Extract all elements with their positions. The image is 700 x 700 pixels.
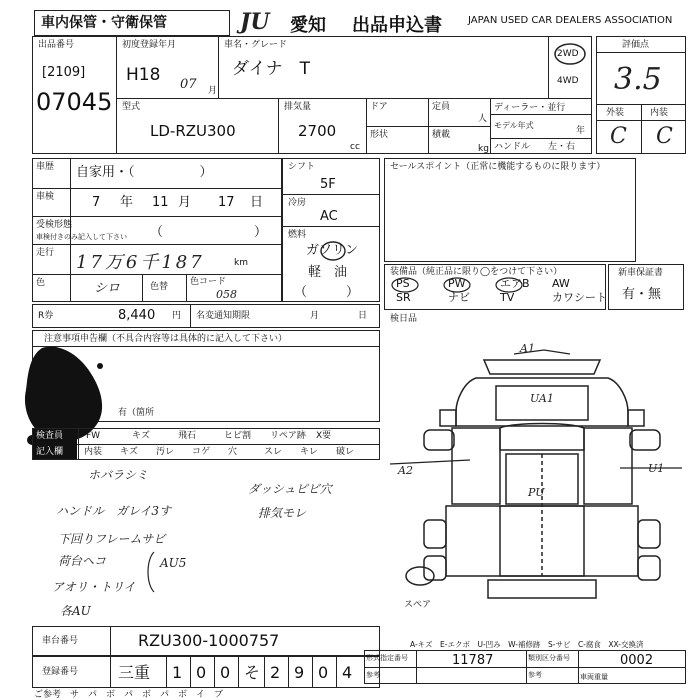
equipment-item: ナビ [448, 291, 470, 304]
equipment-circle-ps [390, 277, 420, 293]
aichi-text: 愛知 [290, 15, 326, 36]
equipment-item: カワシート [552, 291, 607, 304]
load-label: 積載 [432, 130, 451, 140]
plate-divider [336, 656, 337, 688]
fuel-alt: 軽 油 [308, 265, 348, 280]
displacement-label: 排気量 [284, 102, 312, 112]
type-no-ref: 参考 [366, 671, 380, 679]
equipment-circle-airbag [494, 277, 524, 293]
plate-cell: 1 [172, 663, 183, 682]
reg-year-label: 初度登録年月 [122, 40, 177, 50]
hand-note-2: ハンドル ガレイ3す [56, 504, 172, 518]
hand-note-6: 各AU [60, 604, 91, 618]
aircon-label: 冷房 [288, 198, 307, 208]
storage-text: 車内保管・守衛保管 [41, 15, 167, 31]
inspector-row-2-item: 穴 [228, 447, 238, 457]
mark-ua1: UA1 [530, 392, 554, 405]
equipment-item: エアB [500, 277, 530, 290]
car-name-label: 車名・グレード [224, 40, 288, 50]
equipment-circle-pw [442, 277, 472, 293]
association-name: JAPAN USED CAR DEALERS ASSOCIATION [468, 15, 673, 26]
inspector-row-label-1: 検査員 [36, 431, 64, 441]
hand-note-1: ホバラシミ [88, 468, 149, 482]
truck-diagram [384, 330, 684, 620]
hand-note-5: アオリ・トリイ [52, 580, 136, 594]
plate-divider [166, 656, 167, 688]
plate-cell: 2 [270, 663, 281, 682]
category-ref: 参考 [528, 671, 542, 679]
deadline-month-unit: 月 [310, 311, 320, 321]
inspector-row-1-item: X要 [316, 431, 332, 441]
form-title: 出品申込書 [352, 15, 442, 36]
inspection-label: 車検 [36, 192, 55, 202]
bottom-row: ご参考 サ パ ボ パ ボ パ ボ イ ブ [34, 690, 224, 700]
equipment-item: TV [500, 291, 515, 304]
plate-divider [312, 656, 313, 688]
inspector-row-1-item: FW [86, 431, 101, 441]
interior-grade: C [656, 124, 673, 149]
type-no-label: 形式指定番号 [366, 654, 408, 662]
accept-type-note: 車検付きのみ記入して下さい [36, 233, 127, 241]
inspector-row-1-item: キズ [132, 431, 150, 441]
history-label: 車歴 [36, 162, 55, 172]
hand-note-7: AU5 [160, 556, 187, 570]
category-value: 0002 [620, 653, 654, 668]
color-value: シロ [94, 281, 121, 296]
hand-note-8: ダッシュピビ穴 [248, 482, 332, 496]
plate-divider [190, 656, 191, 688]
mark-u1: U1 [648, 462, 665, 475]
sales-points-label: セールスポイント（正常に機能するものに限ります） [390, 162, 606, 172]
reg-month-unit: 月 [208, 86, 218, 96]
plate-divider [264, 656, 265, 688]
mileage-label: 走行 [36, 248, 55, 258]
equipment-item: SR [396, 291, 411, 304]
displacement-unit: cc [350, 142, 360, 152]
hand-bracket [140, 550, 160, 594]
plate-divider [214, 656, 215, 688]
inspector-row-2-item: 汚レ [156, 447, 175, 457]
evaluation-label: 評価点 [622, 40, 650, 50]
sales-points-box [384, 158, 636, 262]
damage-legend: A-キズ E-エクボ U-凹み W-補修跡 S-サビ C-腐食 XX-交換済 [410, 640, 644, 649]
plate-cell: 0 [220, 663, 231, 682]
dealer-label: ディーラー・並行 [494, 103, 566, 113]
equipment-item: PS [396, 277, 410, 290]
shift-value: 5F [320, 177, 336, 192]
vehicle-weight-label: 車両重量 [580, 673, 608, 681]
guarantee-value: 有・無 [622, 287, 662, 302]
equipment-item: PW [448, 277, 466, 290]
notes-label: 注意事項申告欄（不具合内容等は具体的に記入して下さい） [44, 334, 288, 344]
lot-label: 出品番号 [38, 40, 75, 50]
inspector-row-2-item: スレ [264, 447, 283, 457]
model-value: LD-RZU300 [150, 122, 236, 140]
interior-label: 内装 [650, 108, 669, 118]
guarantee-label: 新車保証書 [618, 268, 664, 278]
shape-label: 形状 [370, 130, 389, 140]
aircon-value: AC [320, 209, 338, 224]
capacity-unit: 人 [478, 114, 488, 124]
reg-year-value: H18 [126, 65, 161, 85]
plate-divider [238, 656, 239, 688]
plate-label: 登録番号 [42, 667, 79, 677]
shift-label: シフト [288, 162, 316, 172]
four-wd: 4WD [557, 76, 579, 86]
inspector-row-label-2: 記入欄 [36, 447, 64, 457]
recycle-label: R券 [38, 311, 54, 321]
history-value: 自家用・（ ） [76, 165, 213, 180]
category-label: 類別区分番号 [528, 654, 570, 662]
plate-cell: 9 [294, 663, 305, 682]
two-wd: 2WD [557, 49, 579, 59]
hand-note-9: 排気モレ [258, 506, 307, 520]
handle-label: ハンドル [494, 142, 531, 152]
model-label: 型式 [122, 102, 141, 112]
inspector-row-2-item: キレ [300, 447, 318, 457]
chassis-value: RZU300-1000757 [138, 631, 280, 650]
inspector-row-2-item: 破レ [336, 447, 355, 457]
inspector-row-2-item: キズ [120, 447, 138, 457]
fuel-label: 燃料 [288, 230, 307, 240]
lot-bracket: [2109] [42, 65, 86, 80]
equipment-label: 装備品（純正品に限り◯をつけて下さい） [390, 267, 563, 277]
recycle-unit: 円 [172, 311, 182, 321]
plate-cell: 4 [342, 663, 353, 682]
equipment-item: AW [552, 277, 570, 290]
exterior-label: 外装 [606, 108, 625, 118]
mileage-unit: km [234, 258, 248, 268]
inspector-row-1-item: 飛石 [178, 431, 197, 441]
plate-cell: 0 [196, 663, 207, 682]
spare-label: スペア [404, 600, 432, 610]
chassis-label: 車台番号 [42, 636, 79, 646]
hand-note-3: 下回りフレームサビ [58, 532, 166, 546]
storage-box [34, 10, 230, 36]
inspector-row-1-item: ヒビ割 [224, 431, 252, 441]
plate-cell: 0 [318, 663, 329, 682]
inspection-year: 7 [92, 195, 101, 210]
plate-divider [288, 656, 289, 688]
mileage-value: 17万6千187 [76, 252, 205, 273]
model-year-label: モデル年式 [494, 121, 534, 130]
recycle-value: 8,440 [118, 308, 156, 323]
color-label: 色 [36, 278, 46, 288]
inspection-month: 11 [152, 195, 169, 210]
hand-note-4: 荷台ヘコ [58, 554, 107, 568]
accept-type-label: 受検形態 [36, 220, 73, 230]
fuel-value: ガソリン [306, 243, 359, 258]
accept-type-paren: （ ） [150, 225, 268, 240]
inspection-month-unit: 月 [178, 195, 192, 210]
fuel-paren: （ ） [294, 285, 360, 300]
evaluation-score: 3.5 [614, 62, 662, 97]
inspector-row-1-item: リペア跡 [270, 431, 306, 441]
mark-a2: A2 [398, 464, 413, 477]
lot-number: 07045 [36, 88, 113, 116]
deadline-label: 名変通知期限 [196, 311, 251, 321]
inspection-day: 17 [218, 195, 235, 210]
repair-value: 有（箇所 [118, 408, 155, 418]
door-label: ドア [370, 102, 388, 112]
ju-logo-text: JU [240, 9, 270, 35]
model-year-unit: 年 [576, 126, 586, 136]
inspector-row-2-item: コゲ [192, 447, 211, 457]
load-unit: kg [478, 144, 489, 154]
color-code-value: 058 [216, 288, 237, 301]
capacity-label: 定員 [432, 102, 451, 112]
repaint-label: 色替 [150, 282, 169, 292]
exterior-grade: C [610, 124, 627, 149]
color-code-label: 色コード [190, 277, 227, 287]
plate-cell: 三重 [118, 663, 151, 682]
deadline-day-unit: 日 [358, 311, 368, 321]
reg-month-value: 07 [180, 77, 197, 92]
inspection-day-unit: 日 [250, 195, 264, 210]
car-name-value: ダイナ T [232, 59, 311, 79]
type-no-value: 11787 [452, 653, 494, 668]
mark-pu: PU [528, 486, 545, 499]
inspector-label: 検日品 [390, 314, 418, 324]
mark-a1: A1 [520, 342, 535, 355]
inspector-row-2-item: 内装 [84, 447, 103, 457]
handle-value: 左・右 [548, 142, 576, 152]
displacement-value: 2700 [298, 122, 337, 140]
plate-cell: そ [244, 663, 261, 682]
inspection-year-unit: 年 [120, 195, 134, 210]
